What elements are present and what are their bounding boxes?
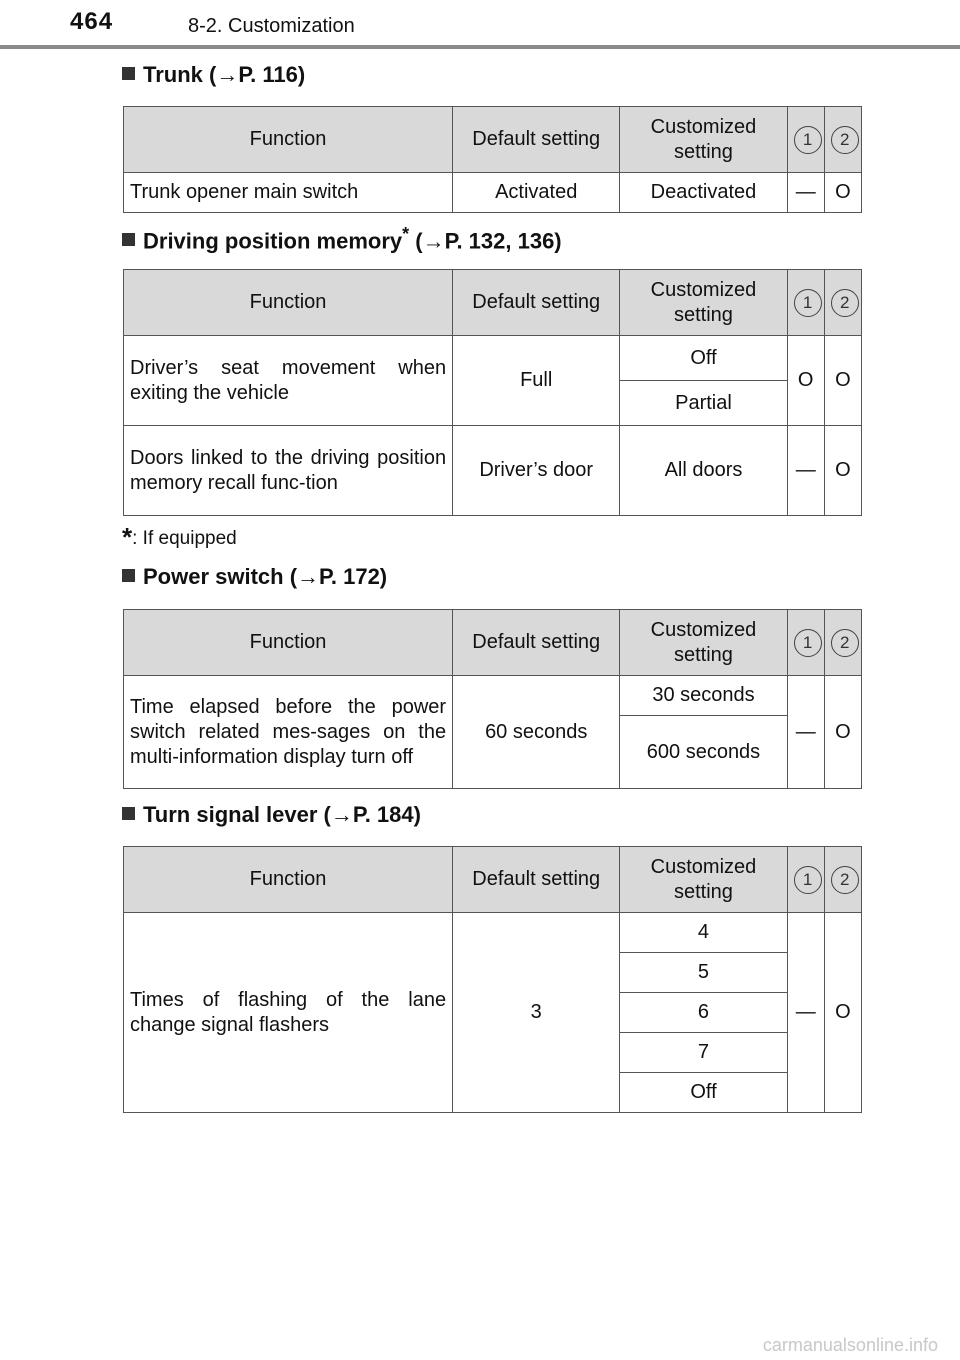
circled-one-icon: 1 <box>794 629 822 657</box>
header-default: Default setting <box>453 270 620 336</box>
customized-cell: Off <box>620 1073 787 1113</box>
header-function: Function <box>124 107 453 173</box>
function-cell: Time elapsed before the power switch related mes-sages on the multi-information display turn off <box>124 676 453 789</box>
col1-cell: O <box>787 336 824 426</box>
page-number: 464 <box>70 8 114 35</box>
customized-cell: 5 <box>620 953 787 993</box>
chapter-title: 8-2. Customization <box>188 15 355 37</box>
function-cell: Doors linked to the driving position memory recall func-tion <box>124 426 453 516</box>
circled-two-icon: 2 <box>831 866 859 894</box>
footnote-marker: * <box>122 522 133 552</box>
square-bullet-icon <box>122 807 135 820</box>
table-row <box>124 676 862 716</box>
customized-cell: 7 <box>620 1033 787 1073</box>
header-rule <box>0 45 960 49</box>
default-cell: 60 seconds <box>453 676 620 789</box>
table-driving-position-memory <box>123 269 862 516</box>
table-power-switch <box>123 609 862 789</box>
footnote: *: If equipped <box>122 522 237 552</box>
table-row <box>124 426 862 516</box>
section-title-trunk: Trunk (→P. 116) <box>122 62 305 88</box>
function-cell: Trunk opener main switch <box>124 173 453 213</box>
section-title-power-switch: Power switch (→P. 172) <box>122 564 387 590</box>
table-trunk <box>123 106 862 213</box>
square-bullet-icon <box>122 67 135 80</box>
circled-two-icon: 2 <box>831 126 859 154</box>
customized-cell: Partial <box>620 381 787 426</box>
table-header-row <box>124 610 862 676</box>
table-header-row <box>124 107 862 173</box>
col1-cell: — <box>787 173 824 213</box>
col2-cell: O <box>824 173 861 213</box>
customized-cell: 4 <box>620 913 787 953</box>
header-customized: Customized setting <box>620 270 787 336</box>
header-function: Function <box>124 610 453 676</box>
table-header-row <box>124 270 862 336</box>
header-default: Default setting <box>453 847 620 913</box>
customized-cell: All doors <box>620 426 787 516</box>
header-default: Default setting <box>453 610 620 676</box>
default-cell: Activated <box>453 173 620 213</box>
section-title-driving-position-memory: Driving position memory* (→P. 132, 136) <box>122 224 562 254</box>
header-customized: Customized setting <box>620 610 787 676</box>
page-header <box>0 0 960 52</box>
col2-cell: O <box>824 426 861 516</box>
circled-two-icon: 2 <box>831 289 859 317</box>
table-turn-signal-lever <box>123 846 862 1113</box>
section-title-turn-signal-lever: Turn signal lever (→P. 184) <box>122 802 421 828</box>
square-bullet-icon <box>122 233 135 246</box>
default-cell: 3 <box>453 913 620 1113</box>
header-customized: Customized setting <box>620 847 787 913</box>
square-bullet-icon <box>122 569 135 582</box>
col2-cell: O <box>824 676 861 789</box>
col1-cell: — <box>787 913 824 1113</box>
header-default: Default setting <box>453 107 620 173</box>
customized-cell: Deactivated <box>620 173 787 213</box>
customized-cell: 30 seconds <box>620 676 787 716</box>
table-row <box>124 913 862 953</box>
default-cell: Driver’s door <box>453 426 620 516</box>
col1-cell: — <box>787 676 824 789</box>
table-header-row <box>124 847 862 913</box>
customized-cell: 600 seconds <box>620 716 787 789</box>
watermark: carmanualsonline.info <box>762 1335 938 1355</box>
function-cell: Times of flashing of the lane change signal flashers <box>124 913 453 1113</box>
table-row <box>124 173 862 213</box>
default-cell: Full <box>453 336 620 426</box>
footnote-marker: * <box>402 224 410 244</box>
function-cell: Driver’s seat movement when exiting the vehicle <box>124 336 453 426</box>
customized-cell: Off <box>620 336 787 381</box>
circled-two-icon: 2 <box>831 629 859 657</box>
circled-one-icon: 1 <box>794 126 822 154</box>
customized-cell: 6 <box>620 993 787 1033</box>
header-customized: Customized setting <box>620 107 787 173</box>
col2-cell: O <box>824 336 861 426</box>
header-function: Function <box>124 847 453 913</box>
header-function: Function <box>124 270 453 336</box>
table-row <box>124 336 862 381</box>
circled-one-icon: 1 <box>794 866 822 894</box>
col2-cell: O <box>824 913 861 1113</box>
circled-one-icon: 1 <box>794 289 822 317</box>
col1-cell: — <box>787 426 824 516</box>
